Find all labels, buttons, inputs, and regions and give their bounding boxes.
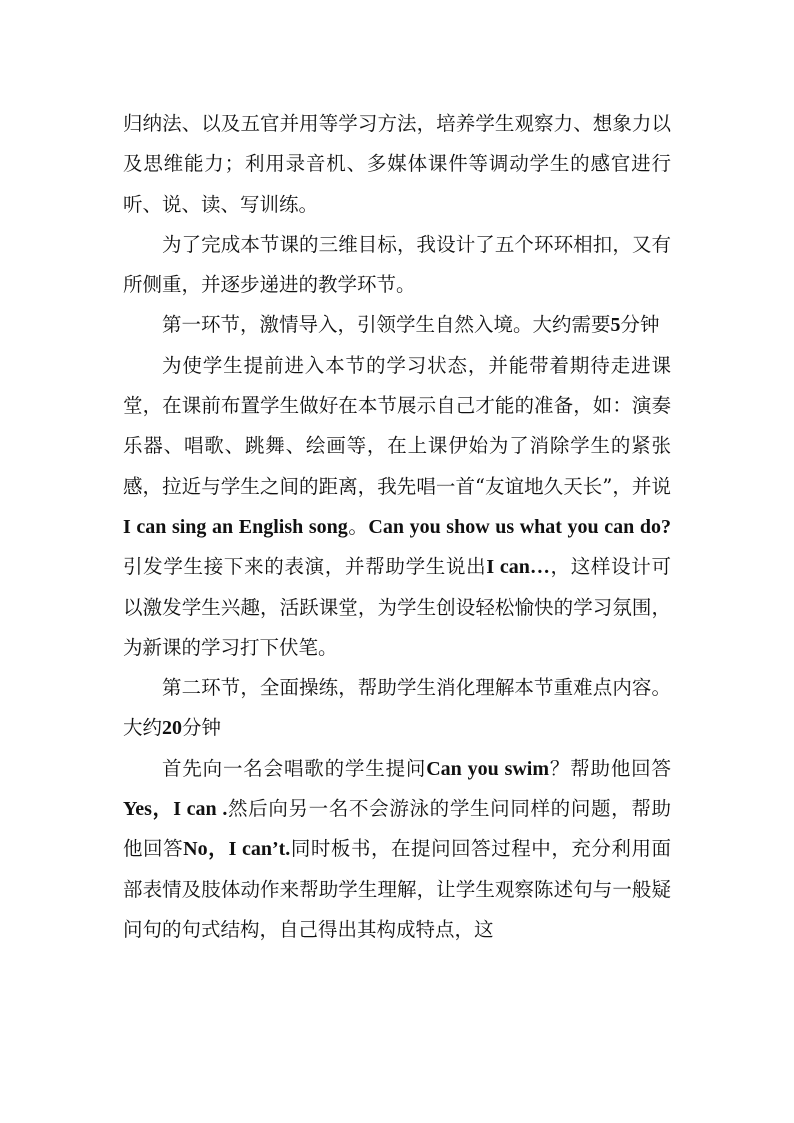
english-phrase: No，I can’t. [183, 838, 291, 861]
english-phrase: Can you show us what you can do? [368, 515, 671, 538]
text-run: ？帮助他回答 [549, 756, 671, 780]
text-run: 为使学生提前进入本节的学习状态，并能带着期待走进课堂，在课前布置学生做好在本节展示自己才能的准备，如：演奏乐器、唱歌、跳舞、绘画等，在上课伊始为了消除学生的紧张感，拉近与学生之间的距离，我先唱一首“友谊地久天长”，并说 [123, 353, 671, 498]
text-run: 归纳法、以及五官并用等学习方法，培养学生观察力、想象力以及思维能力；利用录音机、多媒体课件等调动学生的感官进行听、说、读、写训练。 [123, 112, 671, 216]
paragraph-teaching-design [123, 225, 671, 306]
text-run: 引发学生接下来的表演，并帮助学生说出 [123, 555, 487, 579]
duration-number: 20 [162, 717, 183, 740]
text-run: 首先向一名会唱歌的学生提问 [162, 756, 427, 780]
english-phrase: I can… [486, 556, 550, 579]
text-run: 同时板书，在提问回答过程中，充分利用面部表情及肢体动作来帮助学生理解，让学生观察陈述句与一般疑问句的句式结构，自己得出其构成特点，这 [123, 837, 671, 941]
body-text [123, 104, 671, 950]
text-run: 第一环节，激情导入，引领学生自然入境。大约需要 [162, 313, 611, 337]
paragraph-step-one-body [123, 346, 671, 668]
text-run: 第二环节，全面操练，帮助学生消化理解本节重难点内容。大约 [123, 676, 671, 740]
text-run: 为了完成本节课的三维目标，我设计了五个环环相扣，又有所侧重，并逐步递进的教学环节。 [123, 232, 671, 297]
paragraph-methods [123, 104, 671, 225]
duration-number: 5 [610, 314, 621, 337]
text-run: 分钟 [182, 716, 222, 740]
paragraph-step-one-heading [123, 305, 671, 345]
english-phrase: I can sing an English song [123, 515, 348, 538]
english-phrase: Yes，I can . [123, 798, 228, 821]
text-run: 。 [347, 514, 369, 538]
text-run: 然后向另一名不会游泳的学生问同样的问题，帮助他回答 [123, 797, 671, 861]
paragraph-step-two-heading [123, 668, 671, 749]
text-run: ，这样设计可以激发学生兴趣，活跃课堂，为学生创设轻松愉快的学习氛围，为新课的学习打下伏笔。 [123, 555, 671, 659]
paragraph-step-two-body [123, 749, 671, 950]
text-run: 分钟 [620, 313, 660, 337]
english-phrase: Can you swim [426, 757, 550, 780]
